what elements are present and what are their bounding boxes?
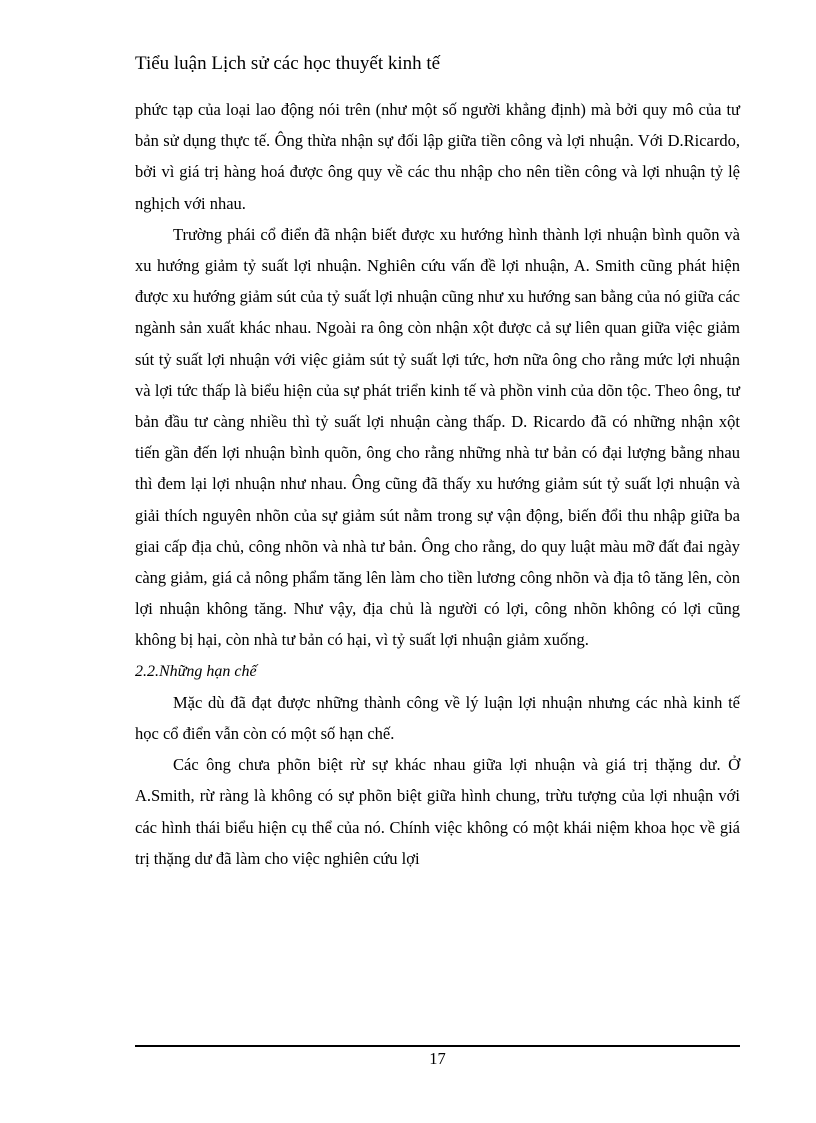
- paragraph-continuation: phức tạp của loại lao động nói trên (như một số người khẳng định) mà bởi quy mô của tư bản sử dụng thực tế. Ông thừa nhận sự đối lập giữa tiền công và lợi nhuận. Với D.Ricardo, bởi vì giá trị hàng hoá được ông quy về các thu nhập cho nên tiền công và lợi nhuận tỷ lệ nghịch với nhau.: [135, 100, 740, 213]
- document-body: [135, 94, 740, 874]
- paragraph-limitations-intro: Mặc dù đã đạt được những thành công về lý luận lợi nhuận nhưng các nhà kinh tế học cổ điển vẫn còn có một số hạn chế.: [135, 692, 740, 744]
- section-heading: 2.2.Những hạn chế: [135, 662, 257, 680]
- paragraph-limitations-detail: Các ông chưa phõn biệt rừ sự khác nhau giữa lợi nhuận và giá trị thặng dư. Ở A.Smith, rừ ràng là không có sự phõn biệt giữa hình chung, trừu tượng của lợi nhuận với các hình thái biểu hiện cụ thể của nó. Chính việc không có một khái niệm khoa học về giá trị thặng dư đã làm cho việc nghiên cứu lợi: [135, 755, 740, 868]
- paragraph-classical-school: Trường phái cổ điển đã nhận biết được xu hướng hình thành lợi nhuận bình quõn và xu hướng giảm tỷ suất lợi nhuận. Nghiên cứu vấn đề lợi nhuận, A. Smith cũng phát hiện được xu hướng giảm sút của tỷ suất lợi nhuận cũng như xu hướng san bằng của nó giữa các ngành sản xuất khác nhau. Ngoài ra ông còn nhận xột được cả sự liên quan giữa việc giảm sút tỷ suất lợi nhuận với việc giảm sút tỷ suất lợi tức, hơn nữa ông cho rằng mức lợi nhuận và lợi tức thấp là biểu hiện của sự phát triển kinh tế và phồn vinh của dõn tộc. Theo ông, tư bản đầu tư càng nhiều thì tỷ suất lợi nhuận càng thấp. D. Ricardo đã có những nhận xột tiến gần đến lợi nhuận bình quõn, ông cho rằng những nhà tư bản có đại lượng bằng nhau thì đem lại lợi nhuận như nhau. Ông cũng đã thấy xu hướng giảm sút tỷ suất lợi nhuận và giải thích nguyên nhõn của sự giảm sút nằm trong sự vận động, biến đổi thu nhập giữa ba giai cấp địa chủ, công nhõn và nhà tư bản. Ông cho rằng, do quy luật màu mỡ đất đai ngày càng giảm, giá cả nông phẩm tăng lên làm cho tiền lương công nhõn và địa tô tăng lên, còn lợi nhuận không tăng. Như vậy, địa chủ là người có lợi, công nhõn không có lợi cũng không bị hại, còn nhà tư bản có hại, vì tỷ suất lợi nhuận giảm xuống.: [135, 224, 740, 650]
- page-number: 17: [429, 1049, 446, 1068]
- page-header: Tiểu luận Lịch sử các học thuyết kinh tế: [135, 53, 441, 74]
